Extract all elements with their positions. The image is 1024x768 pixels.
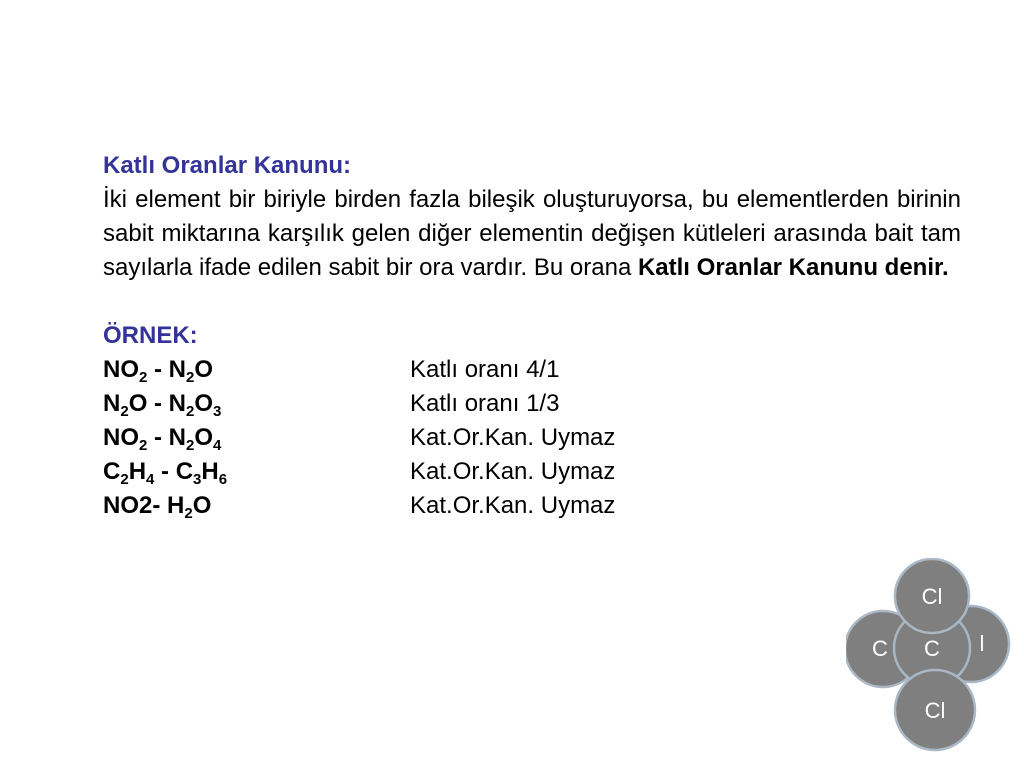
formula-text: - N xyxy=(147,424,187,451)
example-ratio: Kat.Or.Kan. Uymaz xyxy=(410,492,616,519)
formula-subscript: 2 xyxy=(139,369,148,386)
example-formula xyxy=(103,353,213,387)
example-row xyxy=(103,353,961,387)
formula-text: O xyxy=(194,390,214,417)
formula-subscript: 2 xyxy=(120,471,129,488)
formula-text: H xyxy=(128,458,147,485)
formula-text: NO xyxy=(103,356,139,383)
formula-text: NO xyxy=(103,424,139,451)
example-formula xyxy=(103,387,221,421)
formula-subscript: 2 xyxy=(139,437,148,454)
formula-subscript: 2 xyxy=(184,505,193,522)
atom-bottom-label: Cl xyxy=(924,698,946,723)
formula-subscript: 4 xyxy=(146,471,155,488)
molecule-diagram xyxy=(846,558,1012,754)
formula-subscript: 3 xyxy=(213,403,222,420)
atom-top-label: Cl xyxy=(921,584,943,609)
formula-subscript: 2 xyxy=(186,369,195,386)
formula-text: H xyxy=(201,458,219,485)
example-ratio: Kat.Or.Kan. Uymaz xyxy=(410,458,616,485)
formula-text: O - N xyxy=(128,390,187,417)
slide-content xyxy=(103,149,961,523)
definition-paragraph xyxy=(103,183,961,285)
formula-text: - N xyxy=(147,356,187,383)
slide-title: Katlı Oranlar Kanunu: xyxy=(103,152,352,179)
example-formula xyxy=(103,489,211,523)
formula-text: NO2- H xyxy=(103,492,185,519)
formula-subscript: 4 xyxy=(213,437,222,454)
formula-subscript: 2 xyxy=(186,437,195,454)
example-list xyxy=(103,353,961,523)
formula-subscript: 3 xyxy=(193,471,202,488)
example-row xyxy=(103,421,961,455)
formula-text: C xyxy=(103,458,121,485)
example-formula xyxy=(103,455,227,489)
formula-subscript: 2 xyxy=(120,403,129,420)
example-row xyxy=(103,489,961,523)
atom-left-label: C xyxy=(872,636,888,661)
example-row xyxy=(103,455,961,489)
example-row xyxy=(103,387,961,421)
formula-subscript: 2 xyxy=(186,403,195,420)
atom-right-label: l xyxy=(979,631,985,656)
definition-bold-text: Katlı Oranlar Kanunu denir. xyxy=(637,254,949,281)
example-ratio: Katlı oranı 4/1 xyxy=(410,356,560,383)
formula-text: N xyxy=(103,390,121,417)
formula-subscript: 6 xyxy=(218,471,228,488)
example-heading: ÖRNEK: xyxy=(103,322,198,349)
formula-text: O xyxy=(194,356,214,383)
definition-text: İki element bir biriyle birden fazla bileşik oluşturuyorsa, bu elementlerden birinin sabit miktarına karşılık gelen diğer elementin değişen kütleleri arasında bait tam sayılarla ifade edilen sabit bir ora vardır. Bu orana xyxy=(103,186,961,281)
formula-text: - C xyxy=(154,458,194,485)
example-ratio: Katlı oranı 1/3 xyxy=(410,390,560,417)
formula-text: O xyxy=(194,424,214,451)
atom-center-label: C xyxy=(924,636,940,661)
example-formula xyxy=(103,421,221,455)
formula-text: O xyxy=(192,492,212,519)
example-ratio: Kat.Or.Kan. Uymaz xyxy=(410,424,616,451)
